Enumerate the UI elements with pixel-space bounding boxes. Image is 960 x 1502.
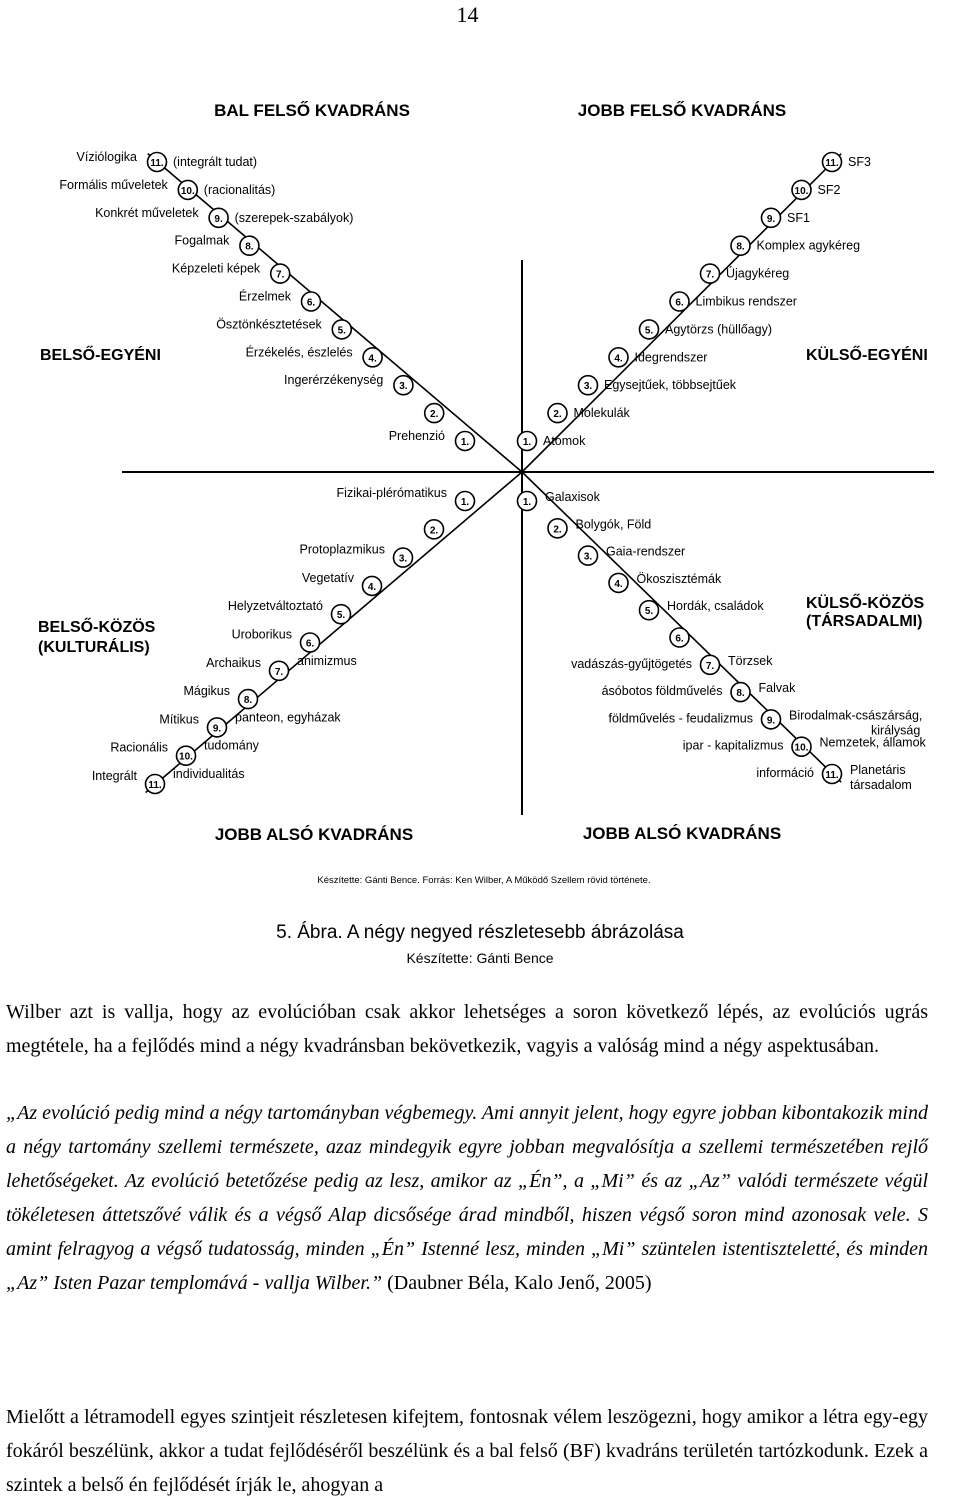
ll-level-2-marker-number: 2. xyxy=(429,525,439,537)
ul-level-1-label: Prehenzió xyxy=(388,429,445,443)
ur-level-1-label: Atomok xyxy=(543,434,586,448)
label-belso-kozos: BELSŐ-KÖZÖS xyxy=(38,619,156,636)
ul-level-5-label: Ösztönkésztetések xyxy=(216,317,322,332)
ll-level-7-note: animizmus xyxy=(297,653,357,668)
lr-level-8-note: ásóbotos földművelés xyxy=(601,684,723,699)
ur-level-7-marker-number: 7. xyxy=(705,269,715,281)
label-kulturalis: (KULTURÁLIS) xyxy=(38,639,150,656)
ur-level-2-marker-number: 2. xyxy=(553,409,562,421)
ul-level-10-label: Formális műveletek xyxy=(59,177,168,192)
ur-level-4-label: Idegrendszer xyxy=(634,350,708,365)
ur-level-2-label: Molekulák xyxy=(573,406,630,421)
ll-level-6-marker-number: 6. xyxy=(305,638,315,650)
lr-level-8-label: Falvak xyxy=(758,681,796,696)
ul-level-4-marker-number: 4. xyxy=(368,353,377,365)
diagonal-arm-lr xyxy=(522,472,841,782)
paragraph-3: Mielőtt a létramodell egyes szintjeit részletesen kifejtem, fontosnak vélem leszögezni, hogy amikor a létra egy-egy fokáról beszélünk, akkor a tudat fejlődéséről beszélünk és a bal felső (BF) kvadráns területén tartózkodunk. Ezek a szintek a belső én fejlődését írják le, ahogyan a xyxy=(6,1406,928,1496)
ll-level-8-marker-number: 8. xyxy=(243,695,253,707)
ll-level-4-label: Vegetatív xyxy=(301,570,354,585)
lr-level-6-marker-number: 6. xyxy=(675,633,684,645)
ll-level-9-note: panteon, egyházak xyxy=(235,710,341,725)
ul-level-6-label: Érzelmek xyxy=(238,289,291,304)
ul-level-8-marker-number: 8. xyxy=(245,241,254,253)
label-kulso-egyeni: KÜLSŐ-EGYÉNI xyxy=(806,347,928,364)
figure-credit: Készítette: Gánti Bence. Forrás: Ken Wilber, A Működő Szellem rövid története. xyxy=(317,875,651,886)
ll-level-4-marker-number: 4. xyxy=(367,581,377,593)
lr-level-1-label: Galaxisok xyxy=(545,490,600,504)
lr-level-11-marker-number: 11. xyxy=(825,770,839,781)
ul-level-10-note: (racionalitás) xyxy=(203,182,276,197)
ul-level-11-marker-number: 11. xyxy=(150,158,164,169)
lr-level-11-note: információ xyxy=(756,766,814,780)
ll-level-11-note: individualitás xyxy=(173,767,245,781)
lr-level-9-label-cont: királyság xyxy=(871,723,921,738)
four-quadrant-figure xyxy=(0,80,960,890)
figure-subcaption: Készítette: Gánti Bence xyxy=(406,950,554,966)
lr-level-5-marker-number: 5. xyxy=(644,606,654,618)
ul-level-9-label: Konkrét műveletek xyxy=(95,205,199,220)
ll-level-5-marker-number: 5. xyxy=(336,610,346,622)
header-bottom-left: JOBB ALSÓ KVADRÁNS xyxy=(214,825,414,844)
lr-level-10-marker-number: 10. xyxy=(794,742,809,754)
ul-level-7-label: Képzeleti képek xyxy=(171,261,261,276)
label-tarsadalmi: (TÁRSADALMI) xyxy=(806,613,923,630)
lr-level-7-marker-number: 7. xyxy=(705,660,715,672)
ll-level-11-marker-number: 11. xyxy=(148,780,162,791)
ur-level-11-label: SF3 xyxy=(848,155,871,169)
ul-level-2-marker-number: 2. xyxy=(430,409,439,421)
ul-level-3-label: Ingerérzékenység xyxy=(284,373,384,388)
ul-level-11-note: (integrált tudat) xyxy=(173,155,258,169)
ur-level-6-label: Limbikus rendszer xyxy=(695,294,797,309)
lr-level-2-label: Bolygók, Föld xyxy=(575,517,652,532)
header-top-left: BAL FELSŐ KVADRÁNS xyxy=(214,101,410,120)
ul-level-8-label: Fogalmak xyxy=(174,233,230,248)
lr-level-11-label-cont: társadalom xyxy=(850,778,912,792)
lr-level-7-label: Törzsek xyxy=(728,653,773,668)
page-number: 14 xyxy=(456,2,479,27)
ll-level-10-label: Racionális xyxy=(110,740,168,755)
ll-level-3-marker-number: 3. xyxy=(398,553,408,565)
lr-level-9-label: Birodalmak-császárság, xyxy=(789,708,923,723)
ul-level-9-note: (szerepek-szabályok) xyxy=(234,210,354,225)
lr-level-2-marker-number: 2. xyxy=(553,524,562,536)
figure-caption: 5. Ábra. A négy negyed részletesebb ábrázolása xyxy=(276,922,684,943)
ur-level-9-label: SF1 xyxy=(787,210,810,225)
ur-level-6-marker-number: 6. xyxy=(675,297,684,309)
lr-level-3-marker-number: 3. xyxy=(583,551,593,563)
ur-level-1-marker-number: 1. xyxy=(522,437,532,448)
ll-level-6-label: Uroborikus xyxy=(231,627,292,642)
ul-level-5-marker-number: 5. xyxy=(337,325,346,337)
lr-level-3-label: Gaia-rendszer xyxy=(606,544,686,559)
ll-level-9-marker-number: 9. xyxy=(212,723,222,735)
diagonal-arm-ll xyxy=(146,472,522,792)
ll-level-1-label: Fizikai-plérómatikus xyxy=(336,486,447,500)
lr-level-5-label: Hordák, családok xyxy=(667,599,764,614)
ur-level-5-marker-number: 5. xyxy=(644,325,654,337)
lr-level-4-label: Ökoszisztémák xyxy=(636,571,722,586)
label-belso-egyeni: BELSŐ-EGYÉNI xyxy=(40,347,161,364)
ll-level-10-marker-number: 10. xyxy=(179,751,193,763)
diagonal-arm-ul xyxy=(148,154,522,472)
ll-level-9-label: Mítikus xyxy=(159,712,199,727)
ul-level-11-label: Víziólogika xyxy=(76,150,137,164)
ll-level-7-marker-number: 7. xyxy=(274,666,284,678)
diagonal-arm-ur xyxy=(522,154,841,472)
lr-level-1-marker-number: 1. xyxy=(522,497,532,508)
header-bottom-right: JOBB ALSÓ KVADRÁNS xyxy=(582,824,782,843)
paragraph-2-quote xyxy=(6,1096,928,1300)
ul-level-4-label: Érzékelés, észlelés xyxy=(245,345,353,360)
ur-level-7-label: Újagykéreg xyxy=(726,266,790,281)
ur-level-3-label: Egysejtűek, többsejtűek xyxy=(604,378,737,393)
ul-level-7-marker-number: 7. xyxy=(276,269,285,281)
label-kulso-kozos: KÜLSŐ-KÖZÖS xyxy=(806,595,925,612)
lr-level-11-label: Planetáris xyxy=(850,763,906,777)
lr-level-8-marker-number: 8. xyxy=(736,688,745,700)
ll-level-7-label: Archaikus xyxy=(206,655,261,670)
quote-text: „Az evolúció pedig mind a négy tartományban végbemegy. Ami annyit jelent, hogy egyre jobban kibontakozik mind a négy tartomány szellemi természete, azaz mindegyik egyre jobban megvalósítja a szellemi természetében rejlő lehetőségeket. Az evolúció betetőzése pedig az lesz, amikor az „Én”, a „Mi” és az „Az” valódi természete végül tökéletesen áttetszővé válik és a végső Alap dicsősége árad mindből, hiszen végső soron mind azonosak vele. S amint felragyog a végső tudatosság, minden „Én” Istenné lesz, minden „Mi” szüntelen istentiszteletté, és minden „Az” Isten Pazar templomává - vallja Wilber.” xyxy=(6,1102,928,1294)
ll-level-10-note: tudomány xyxy=(204,738,259,753)
ll-level-8-label: Mágikus xyxy=(183,684,230,699)
ur-level-10-marker-number: 10. xyxy=(794,185,809,197)
ll-level-1-marker-number: 1. xyxy=(460,497,470,508)
ur-level-8-label: Komplex agykéreg xyxy=(756,238,861,253)
ur-level-9-marker-number: 9. xyxy=(766,213,776,225)
header-top-right: JOBB FELSŐ KVADRÁNS xyxy=(577,101,787,120)
lr-level-4-marker-number: 4. xyxy=(614,578,623,590)
paragraph-1: Wilber azt is vallja, hogy az evolúcióban csak akkor lehetséges a soron következő lépés, az evolúciós ugrás megtétele, ha a fejlődés mind a négy kvadránsban bekövetkezik, vagyis a valóság mind a négy aspektusában. xyxy=(6,1001,928,1057)
ul-level-3-marker-number: 3. xyxy=(399,381,408,393)
ll-level-5-label: Helyzetváltoztató xyxy=(227,599,323,614)
ll-level-11-label: Integrált xyxy=(91,769,137,783)
lr-level-10-note: ipar - kapitalizmus xyxy=(682,738,784,753)
lr-level-9-note: földművelés - feudalizmus xyxy=(608,711,753,726)
ur-level-10-label: SF2 xyxy=(817,182,841,197)
ur-level-3-marker-number: 3. xyxy=(583,381,593,393)
lr-level-10-label: Nemzetek, államok xyxy=(819,735,926,750)
ur-level-5-label: Agytörzs (hüllőagy) xyxy=(665,322,772,337)
quote-citation: (Daubner Béla, Kalo Jenő, 2005) xyxy=(382,1272,652,1294)
ur-level-4-marker-number: 4. xyxy=(614,353,623,365)
lr-level-7-note: vadászás-gyűjtögetés xyxy=(571,656,692,671)
ul-level-10-marker-number: 10. xyxy=(180,185,195,197)
ur-level-11-marker-number: 11. xyxy=(825,158,839,169)
ul-level-6-marker-number: 6. xyxy=(306,297,316,309)
ur-level-8-marker-number: 8. xyxy=(736,241,745,253)
ll-level-3-label: Protoplazmikus xyxy=(299,542,385,557)
ul-level-9-marker-number: 9. xyxy=(214,213,223,225)
quadrant-diagram xyxy=(0,80,960,890)
lr-level-9-marker-number: 9. xyxy=(766,715,776,727)
ul-level-1-marker-number: 1. xyxy=(460,437,470,448)
